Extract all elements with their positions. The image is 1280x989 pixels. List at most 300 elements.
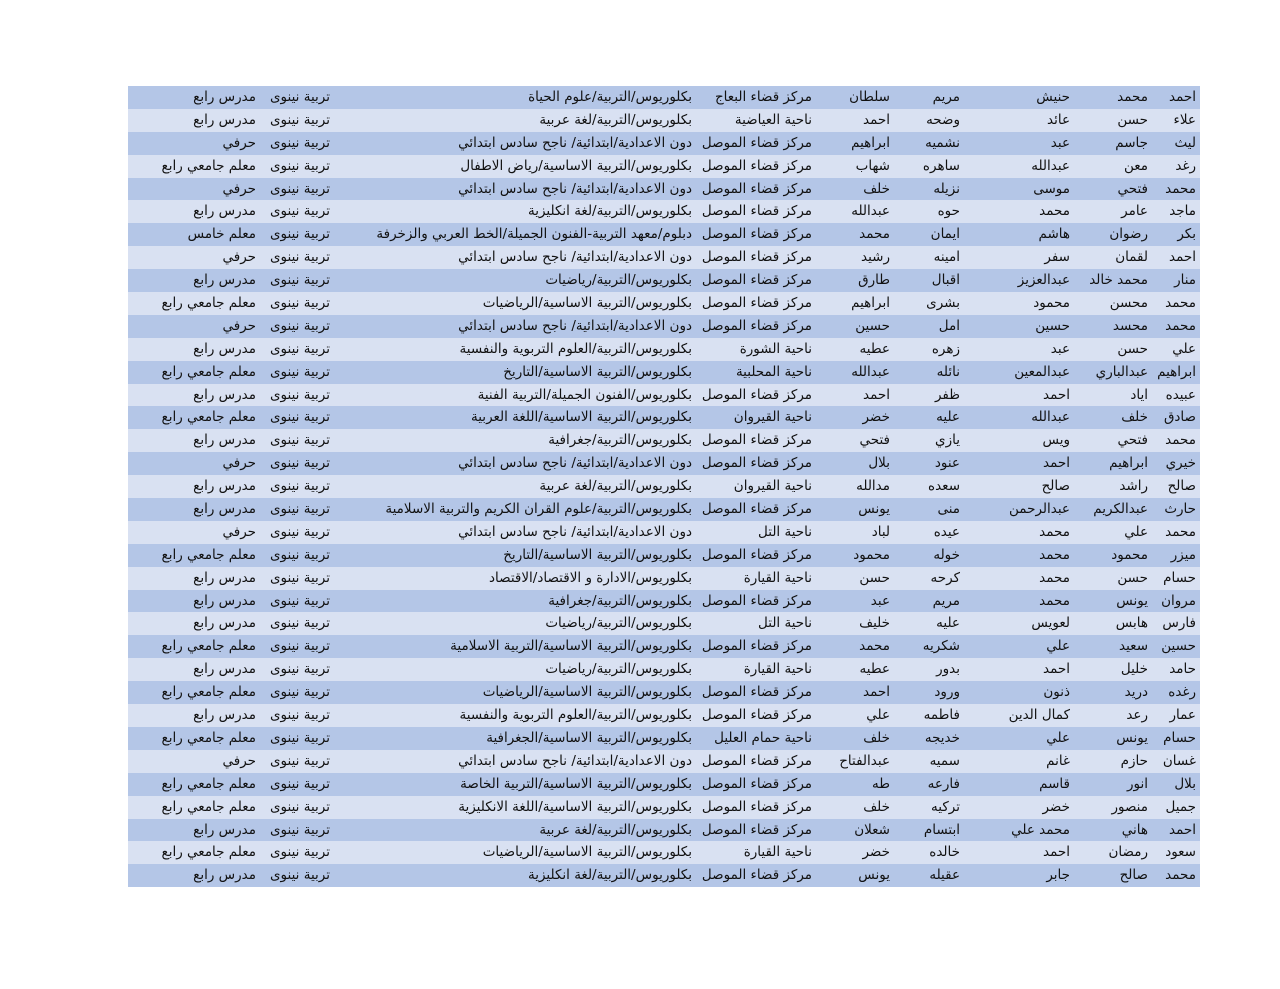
cell-mother-father-name: حسن: [859, 569, 890, 586]
cell-qualification: دون الاعدادية/ابتدائية/ ناجح سادس ابتدائي: [458, 317, 692, 334]
cell-grandfather-name: احمد: [1043, 455, 1070, 472]
cell-mother-father-name: ابراهيم: [851, 295, 890, 312]
cell-mother-father-name: احمد: [863, 684, 890, 701]
table-row: [128, 819, 1200, 842]
cell-directorate: تربية نينوى: [269, 89, 330, 105]
cell-mother-name: فاطمه: [923, 707, 960, 724]
cell-job-title: معلم جامعي رابع: [161, 363, 256, 380]
cell-location: ناحية القيارة: [743, 569, 812, 586]
cell-mother-name: خديجه: [924, 729, 960, 746]
cell-mother-name: عنود: [934, 455, 960, 472]
table-row: [128, 132, 1200, 155]
cell-mother-father-name: شهاب: [855, 157, 890, 174]
cell-qualification: دون الاعدادية/ابتدائية/ ناجح سادس ابتدائي: [458, 249, 692, 266]
cell-qualification: بكلوريوس/التربية الاساسية/التاريخ: [503, 363, 692, 380]
cell-father-name: معن: [1123, 157, 1148, 174]
cell-job-title: حرفي: [222, 455, 256, 472]
cell-mother-name: ابتسام: [923, 821, 960, 838]
table-row: [128, 841, 1200, 864]
cell-location: ناحية حمام العليل: [714, 729, 812, 746]
cell-father-name: خلف: [1121, 409, 1148, 426]
table-row: [128, 338, 1200, 361]
cell-grandfather-name: علي: [1046, 729, 1070, 746]
cell-father-name: هاني: [1121, 821, 1148, 838]
table-row: [128, 223, 1200, 246]
cell-location: ناحية الشورة: [739, 340, 812, 357]
cell-job-title: حرفي: [222, 180, 256, 197]
cell-father-name: محمد خالد: [1089, 272, 1148, 289]
cell-job-title: معلم جامعي رابع: [161, 798, 256, 815]
cell-job-title: حرفي: [222, 134, 256, 151]
cell-mother-name: يازي: [935, 432, 960, 449]
cell-mother-name: شكريه: [922, 638, 960, 655]
cell-grandfather-name: ويس: [1042, 432, 1070, 449]
cell-first-name: صالح: [1167, 478, 1196, 495]
cell-directorate: تربية نينوى: [269, 134, 330, 151]
cell-first-name: محمد: [1165, 295, 1196, 312]
cell-first-name: علي: [1172, 340, 1196, 357]
cell-grandfather-name: جابر: [1046, 867, 1070, 884]
cell-job-title: مدرس رابع: [193, 386, 256, 403]
cell-first-name: احمد: [1169, 821, 1196, 838]
cell-directorate: تربية نينوى: [269, 546, 330, 563]
cell-father-name: محسن: [1109, 295, 1148, 312]
table-row: [128, 544, 1200, 567]
cell-qualification: بكلوريوس/التربية/لغة عربية: [539, 111, 692, 128]
cell-directorate: تربية نينوى: [269, 363, 330, 380]
cell-mother-name: منى: [937, 501, 960, 518]
cell-mother-name: ايمان: [930, 226, 960, 243]
cell-first-name: حسام: [1163, 569, 1196, 586]
cell-mother-name: نائله: [936, 363, 960, 380]
cell-father-name: هابس: [1115, 615, 1148, 632]
cell-directorate: تربية نينوى: [269, 844, 330, 861]
cell-directorate: تربية نينوى: [269, 111, 330, 128]
cell-mother-name: بشرى: [926, 295, 960, 312]
cell-directorate: تربية نينوى: [269, 272, 330, 289]
cell-grandfather-name: موسى: [1033, 180, 1070, 197]
cell-grandfather-name: محمد علي: [1011, 821, 1070, 838]
cell-grandfather-name: عبدالعزيز: [1017, 272, 1070, 289]
cell-mother-name: بدور: [936, 661, 960, 678]
cell-father-name: منصور: [1111, 798, 1148, 815]
cell-location: مركز قضاء الموصل: [701, 798, 812, 815]
cell-mother-father-name: خليف: [859, 615, 890, 632]
cell-first-name: محمد: [1165, 432, 1196, 449]
cell-mother-father-name: محمد: [859, 226, 890, 243]
table-row: [128, 178, 1200, 201]
cell-mother-name: مريم: [932, 592, 960, 609]
cell-location: مركز قضاء الموصل: [701, 249, 812, 266]
cell-mother-father-name: طه: [872, 775, 890, 792]
cell-mother-name: زهره: [931, 340, 960, 357]
cell-qualification: بكلوريوس/التربية/العلوم التربوية والنفسية: [459, 340, 692, 357]
cell-location: مركز قضاء البعاج: [714, 89, 812, 105]
cell-grandfather-name: خضر: [1042, 798, 1070, 815]
cell-first-name: جميل: [1165, 798, 1196, 815]
cell-first-name: بكر: [1177, 226, 1196, 243]
cell-directorate: تربية نينوى: [269, 684, 330, 701]
cell-grandfather-name: لعويس: [1031, 615, 1070, 632]
cell-mother-father-name: فتحي: [859, 432, 890, 449]
spreadsheet-table: [128, 86, 1200, 887]
cell-qualification: بكلوريوس/التربية/لغة انكليزية: [527, 867, 692, 884]
cell-father-name: يونس: [1116, 729, 1148, 746]
cell-grandfather-name: محمد: [1039, 592, 1070, 609]
cell-father-name: يونس: [1116, 592, 1148, 609]
cell-qualification: دون الاعدادية/ابتدائية/ ناجح سادس ابتدائي: [458, 134, 692, 151]
cell-first-name: عمار: [1169, 707, 1196, 724]
cell-directorate: تربية نينوى: [269, 249, 330, 266]
cell-mother-name: تركيه: [931, 798, 960, 815]
cell-mother-father-name: لباد: [871, 523, 890, 540]
table-row: [128, 658, 1200, 681]
table-row: [128, 681, 1200, 704]
cell-directorate: تربية نينوى: [269, 455, 330, 472]
cell-first-name: سعود: [1165, 844, 1196, 861]
cell-job-title: مدرس رابع: [193, 661, 256, 678]
cell-grandfather-name: صالح: [1041, 478, 1070, 495]
cell-first-name: رغده: [1168, 684, 1196, 701]
cell-father-name: رعد: [1126, 707, 1148, 724]
cell-first-name: محمد: [1165, 867, 1196, 884]
cell-first-name: حسام: [1163, 729, 1196, 746]
cell-qualification: بكلوريوس/التربية الاساسية/الرياضيات: [482, 844, 692, 861]
table-row: [128, 406, 1200, 429]
cell-grandfather-name: محمد: [1039, 546, 1070, 563]
table-row: [128, 590, 1200, 613]
cell-mother-father-name: عبد: [870, 592, 890, 609]
table-row: [128, 796, 1200, 819]
cell-first-name: حسين: [1161, 638, 1196, 655]
cell-mother-name: مريم: [932, 89, 960, 105]
cell-mother-father-name: خضر: [862, 409, 890, 426]
cell-job-title: مدرس رابع: [193, 592, 256, 609]
cell-qualification: بكلوريوس/التربية/لغة عربية: [539, 478, 692, 495]
cell-mother-name: خوله: [933, 546, 960, 563]
cell-mother-name: امينه: [933, 249, 960, 266]
cell-grandfather-name: عبدالله: [1031, 157, 1070, 174]
cell-father-name: صالح: [1119, 867, 1148, 884]
cell-job-title: مدرس رابع: [193, 89, 256, 105]
cell-directorate: تربية نينوى: [269, 729, 330, 746]
cell-job-title: مدرس رابع: [193, 615, 256, 632]
cell-mother-father-name: محمود: [853, 546, 890, 563]
cell-location: مركز قضاء الموصل: [701, 272, 812, 289]
cell-location: ناحية القيارة: [743, 844, 812, 861]
cell-father-name: خليل: [1120, 661, 1148, 678]
cell-qualification: بكلوريوس/التربية الاساسية/اللغة الانكليزية: [458, 798, 692, 815]
cell-father-name: لقمان: [1115, 249, 1148, 266]
cell-first-name: ليث: [1174, 134, 1196, 151]
cell-job-title: مدرس رابع: [193, 203, 256, 220]
cell-mother-father-name: خلف: [863, 729, 890, 746]
cell-qualification: بكلوريوس/الادارة و الاقتصاد/الاقتصاد: [488, 569, 692, 586]
cell-qualification: دون الاعدادية/ابتدائية/ ناجح سادس ابتدائي: [458, 523, 692, 540]
table-row: [128, 246, 1200, 269]
cell-location: ناحية المحلبية: [735, 363, 812, 380]
cell-grandfather-name: سفر: [1044, 249, 1070, 266]
cell-location: مركز قضاء الموصل: [701, 317, 812, 334]
cell-location: مركز قضاء الموصل: [701, 432, 812, 449]
cell-father-name: عامر: [1121, 203, 1148, 220]
table-row: [128, 521, 1200, 544]
cell-first-name: احمد: [1169, 89, 1196, 105]
cell-grandfather-name: عبد: [1050, 134, 1070, 151]
cell-mother-father-name: علي: [866, 707, 890, 724]
cell-location: مركز قضاء الموصل: [701, 134, 812, 151]
cell-father-name: سعيد: [1119, 638, 1148, 655]
cell-father-name: حسن: [1117, 340, 1148, 357]
cell-job-title: حرفي: [222, 523, 256, 540]
cell-location: مركز قضاء الموصل: [701, 501, 812, 518]
cell-grandfather-name: كمال الدين: [1008, 707, 1070, 724]
cell-first-name: مروان: [1161, 592, 1196, 609]
cell-mother-name: فارعه: [927, 775, 960, 792]
cell-grandfather-name: غانم: [1046, 752, 1070, 769]
cell-grandfather-name: قاسم: [1039, 775, 1070, 792]
table-row: [128, 635, 1200, 658]
cell-father-name: علي: [1124, 523, 1148, 540]
cell-location: مركز قضاء الموصل: [701, 386, 812, 403]
cell-directorate: تربية نينوى: [269, 752, 330, 769]
cell-qualification: بكلوريوس/التربية الاساسية/الرياضيات: [482, 295, 692, 312]
cell-grandfather-name: احمد: [1043, 661, 1070, 678]
cell-qualification: بكلوريوس/التربية الاساسية/التاريخ: [503, 546, 692, 563]
table-row: [128, 864, 1200, 887]
cell-job-title: مدرس رابع: [193, 569, 256, 586]
cell-directorate: تربية نينوى: [269, 569, 330, 586]
cell-location: ناحية التل: [758, 523, 812, 540]
cell-first-name: غسان: [1162, 752, 1196, 769]
cell-qualification: بكلوريوس/التربية/جغرافية: [548, 432, 692, 449]
table-row: [128, 361, 1200, 384]
cell-mother-father-name: طارق: [858, 272, 890, 289]
cell-location: مركز قضاء الموصل: [701, 295, 812, 312]
cell-qualification: بكلوريوس/التربية الاساسية/رياض الاطفال: [460, 157, 692, 174]
cell-grandfather-name: ذنون: [1043, 684, 1070, 701]
cell-father-name: حازم: [1120, 752, 1148, 769]
cell-mother-father-name: احمد: [863, 386, 890, 403]
cell-directorate: تربية نينوى: [269, 707, 330, 724]
cell-directorate: تربية نينوى: [269, 798, 330, 815]
cell-location: مركز قضاء الموصل: [701, 707, 812, 724]
cell-job-title: معلم جامعي رابع: [161, 157, 256, 174]
cell-grandfather-name: عبدالرحمن: [1009, 501, 1070, 518]
cell-job-title: مدرس رابع: [193, 340, 256, 357]
cell-father-name: جاسم: [1115, 134, 1148, 151]
cell-qualification: بكلوريوس/التربية/علوم القران الكريم والتربية الاسلامية: [385, 501, 692, 518]
table-row: [128, 109, 1200, 132]
cell-father-name: عبدالباري: [1095, 363, 1148, 380]
cell-father-name: فتحي: [1117, 432, 1148, 449]
cell-job-title: معلم خامس: [187, 226, 256, 243]
cell-directorate: تربية نينوى: [269, 226, 330, 243]
table-row: [128, 292, 1200, 315]
cell-grandfather-name: عبدالله: [1031, 409, 1070, 426]
cell-location: مركز قضاء الموصل: [701, 546, 812, 563]
cell-location: مركز قضاء الموصل: [701, 752, 812, 769]
cell-first-name: فارس: [1162, 615, 1196, 632]
cell-first-name: خيري: [1165, 455, 1196, 472]
cell-qualification: دون الاعدادية/ابتدائية/ ناجح سادس ابتدائي: [458, 455, 692, 472]
cell-grandfather-name: محمد: [1039, 569, 1070, 586]
cell-mother-father-name: ابراهيم: [851, 134, 890, 151]
cell-grandfather-name: عبد: [1050, 340, 1070, 357]
cell-location: مركز قضاء الموصل: [701, 775, 812, 792]
table-row: [128, 704, 1200, 727]
cell-mother-name: كرحه: [930, 569, 960, 586]
cell-first-name: حامد: [1169, 661, 1196, 678]
cell-job-title: معلم جامعي رابع: [161, 409, 256, 426]
cell-directorate: تربية نينوى: [269, 775, 330, 792]
cell-location: ناحية القيارة: [743, 661, 812, 678]
cell-directorate: تربية نينوى: [269, 615, 330, 632]
cell-grandfather-name: علي: [1046, 638, 1070, 655]
cell-mother-name: ورود: [934, 684, 960, 701]
cell-first-name: ميزر: [1170, 546, 1196, 563]
cell-qualification: بكلوريوس/التربية/رياضيات: [545, 272, 692, 289]
cell-job-title: مدرس رابع: [193, 821, 256, 838]
table-row: [128, 612, 1200, 635]
cell-mother-father-name: رشيد: [861, 249, 890, 266]
cell-first-name: علاء: [1173, 111, 1196, 128]
cell-mother-father-name: حسين: [855, 317, 890, 334]
cell-grandfather-name: عائد: [1046, 111, 1070, 128]
cell-job-title: حرفي: [222, 317, 256, 334]
cell-father-name: حسن: [1117, 569, 1148, 586]
cell-location: مركز قضاء الموصل: [701, 638, 812, 655]
cell-mother-name: امل: [938, 317, 960, 334]
cell-job-title: معلم جامعي رابع: [161, 684, 256, 701]
table-row: [128, 86, 1200, 109]
cell-job-title: معلم جامعي رابع: [161, 546, 256, 563]
cell-job-title: مدرس رابع: [193, 272, 256, 289]
cell-job-title: مدرس رابع: [193, 707, 256, 724]
cell-mother-name: عليه: [936, 409, 960, 426]
cell-first-name: رغد: [1175, 157, 1196, 174]
cell-mother-father-name: يونس: [858, 501, 890, 518]
cell-job-title: حرفي: [222, 249, 256, 266]
cell-qualification: بكلوريوس/الفنون الجميلة/التربية الفنية: [477, 386, 692, 403]
cell-qualification: دون الاعدادية/ابتدائية/ ناجح سادس ابتدائي: [458, 180, 692, 197]
cell-mother-name: ساهره: [922, 157, 960, 174]
cell-directorate: تربية نينوى: [269, 592, 330, 609]
cell-mother-name: عيده: [933, 523, 960, 540]
table-row: [128, 429, 1200, 452]
cell-job-title: معلم جامعي رابع: [161, 775, 256, 792]
cell-father-name: حسن: [1117, 111, 1148, 128]
cell-directorate: تربية نينوى: [269, 867, 330, 884]
cell-directorate: تربية نينوى: [269, 661, 330, 678]
cell-job-title: حرفي: [222, 752, 256, 769]
cell-grandfather-name: محمد: [1039, 203, 1070, 220]
cell-father-name: اياد: [1130, 386, 1148, 403]
cell-father-name: انور: [1126, 775, 1148, 792]
cell-qualification: دبلوم/معهد التربية-الفنون الجميلة/الخط العربي والزخرفة: [376, 226, 692, 243]
cell-job-title: مدرس رابع: [193, 478, 256, 495]
cell-directorate: تربية نينوى: [269, 203, 330, 220]
cell-directorate: تربية نينوى: [269, 523, 330, 540]
cell-mother-father-name: عبدالفتاح: [839, 752, 890, 769]
cell-location: مركز قضاء الموصل: [701, 592, 812, 609]
cell-qualification: بكلوريوس/التربية/لغة عربية: [539, 821, 692, 838]
cell-location: ناحية العياضية: [734, 111, 812, 128]
table-row: [128, 727, 1200, 750]
table-row: [128, 155, 1200, 178]
cell-location: مركز قضاء الموصل: [701, 180, 812, 197]
cell-mother-father-name: احمد: [863, 111, 890, 128]
table-row: [128, 750, 1200, 773]
cell-location: مركز قضاء الموصل: [701, 867, 812, 884]
cell-mother-father-name: عبدالله: [851, 203, 890, 220]
cell-first-name: عبيده: [1165, 386, 1196, 403]
cell-mother-father-name: خلف: [863, 798, 890, 815]
cell-first-name: محمد: [1165, 523, 1196, 540]
cell-qualification: بكلوريوس/التربية الاساسية/الجغرافية: [486, 729, 692, 746]
cell-mother-father-name: بلال: [868, 455, 890, 472]
cell-mother-name: ظفر: [934, 386, 960, 403]
cell-location: ناحية القيروان: [733, 409, 812, 426]
cell-location: مركز قضاء الموصل: [701, 203, 812, 220]
cell-qualification: بكلوريوس/التربية الاساسية/اللغة العربية: [471, 409, 692, 426]
cell-qualification: بكلوريوس/التربية/لغة انكليزية: [527, 203, 692, 220]
cell-location: مركز قضاء الموصل: [701, 455, 812, 472]
table-row: [128, 498, 1200, 521]
cell-qualification: بكلوريوس/التربية الاساسية/التربية الخاصة: [460, 775, 692, 792]
cell-directorate: تربية نينوى: [269, 478, 330, 495]
cell-first-name: محمد: [1165, 317, 1196, 334]
cell-first-name: ابراهيم: [1157, 363, 1196, 380]
cell-job-title: معلم جامعي رابع: [161, 295, 256, 312]
cell-qualification: بكلوريوس/التربية/رياضيات: [545, 615, 692, 632]
cell-directorate: تربية نينوى: [269, 821, 330, 838]
table-row: [128, 773, 1200, 796]
cell-location: مركز قضاء الموصل: [701, 821, 812, 838]
cell-directorate: تربية نينوى: [269, 638, 330, 655]
cell-location: ناحية القيروان: [733, 478, 812, 495]
cell-job-title: معلم جامعي رابع: [161, 729, 256, 746]
cell-father-name: محسد: [1112, 317, 1148, 334]
cell-father-name: رمضان: [1108, 844, 1148, 861]
cell-grandfather-name: هاشم: [1038, 226, 1070, 243]
cell-father-name: دريد: [1124, 684, 1148, 701]
cell-mother-father-name: محمد: [859, 638, 890, 655]
cell-location: مركز قضاء الموصل: [701, 684, 812, 701]
cell-mother-father-name: يونس: [858, 867, 890, 884]
cell-first-name: صادق: [1163, 409, 1196, 426]
cell-location: مركز قضاء الموصل: [701, 157, 812, 174]
cell-mother-name: نشميه: [925, 134, 960, 151]
cell-mother-name: عقيله: [929, 867, 960, 884]
cell-first-name: حارث: [1164, 501, 1196, 518]
cell-mother-name: حوه: [937, 203, 960, 220]
cell-directorate: تربية نينوى: [269, 501, 330, 518]
table-row: [128, 269, 1200, 292]
cell-mother-name: سعده: [928, 478, 960, 495]
cell-job-title: مدرس رابع: [193, 867, 256, 884]
cell-qualification: بكلوريوس/التربية الاساسية/التربية الاسلامية: [450, 638, 692, 655]
cell-grandfather-name: محمد: [1039, 523, 1070, 540]
cell-mother-name: اقبال: [931, 272, 960, 289]
cell-qualification: بكلوريوس/التربية الاساسية/الرياضيات: [482, 684, 692, 701]
cell-directorate: تربية نينوى: [269, 180, 330, 197]
cell-first-name: منار: [1174, 272, 1196, 289]
cell-first-name: ماجد: [1169, 203, 1196, 220]
cell-mother-father-name: عطيه: [859, 661, 890, 678]
cell-qualification: دون الاعدادية/ابتدائية/ ناجح سادس ابتدائي: [458, 752, 692, 769]
cell-location: مركز قضاء الموصل: [701, 226, 812, 243]
